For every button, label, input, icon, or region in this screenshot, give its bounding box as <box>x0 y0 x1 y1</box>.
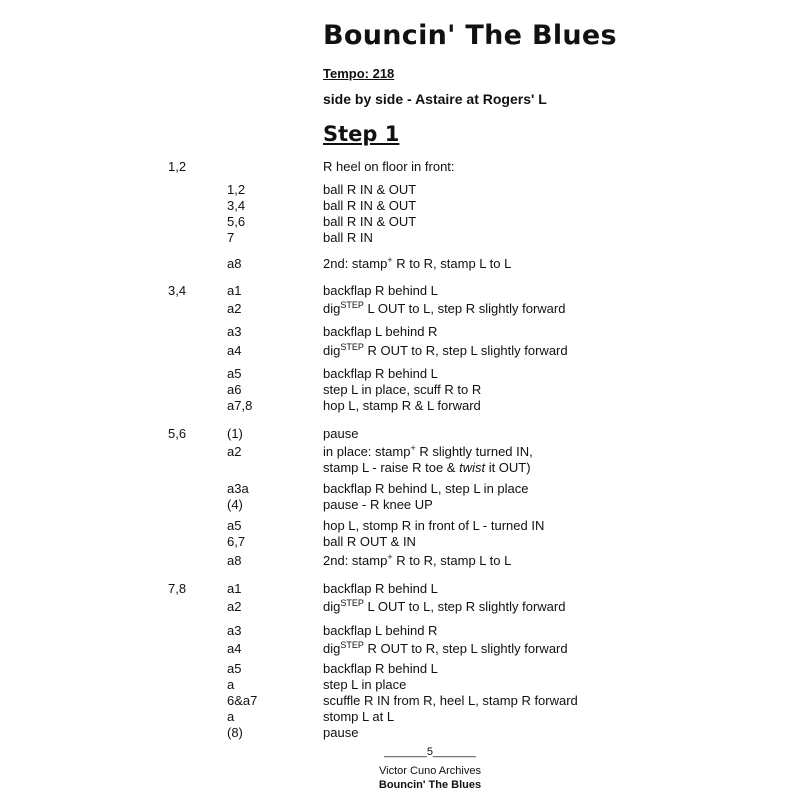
step-description: step L in place <box>323 677 407 692</box>
document-title: Bouncin' The Blues <box>323 20 617 51</box>
sub-count-label: a5 <box>227 661 242 676</box>
step-description: scuffle R IN from R, heel L, stamp R forward <box>323 693 578 708</box>
step-description: ball R IN & OUT <box>323 198 417 213</box>
archive-credit: Victor Cuno Archives <box>379 765 481 777</box>
step-description: backflap R behind L <box>323 581 438 596</box>
step-description: backflap R behind L, step L in place <box>323 481 529 496</box>
step-description: dig$^{STEP}$ L OUT to L, step R slightly forward <box>323 598 566 614</box>
sub-count-label: a7,8 <box>227 398 253 413</box>
step-description: backflap R behind L <box>323 283 438 298</box>
step-description: backflap L behind R <box>323 623 438 638</box>
step-description: hop L, stamp R & L forward <box>323 398 481 413</box>
superscript-mark: + <box>387 255 393 265</box>
sub-count-label: a3 <box>227 324 242 339</box>
superscript-mark: STEP <box>340 640 364 650</box>
superscript-mark: STEP <box>340 342 364 352</box>
page-number: _______5_______ <box>384 746 476 758</box>
position-description: side by side - Astaire at Rogers' L <box>323 91 547 107</box>
step-description: 2nd: stamp+ R to R, stamp L to L <box>323 255 512 271</box>
count-label: 3,4 <box>168 283 187 298</box>
sub-count-label: 6,7 <box>227 534 246 549</box>
sub-count-label: a6 <box>227 382 242 397</box>
sub-count-label: 7 <box>227 230 235 245</box>
step-description: dig$^{STEP}$ R OUT to R, step L slightly forward <box>323 342 568 358</box>
step-heading: Step 1 <box>323 122 400 146</box>
step-description: hop L, stomp R in front of L - turned IN <box>323 518 545 533</box>
step-description: 2nd: stamp+ R to R, stamp L to L <box>323 552 512 568</box>
superscript-mark: STEP <box>340 300 364 310</box>
superscript-mark: + <box>387 552 393 562</box>
sub-count-label: (8) <box>227 725 243 740</box>
sub-count-label: 6&a7 <box>227 693 258 708</box>
sub-count-label: 3,4 <box>227 198 246 213</box>
sub-count-label: a1 <box>227 283 242 298</box>
sub-count-label: a3 <box>227 623 242 638</box>
superscript-mark: + <box>410 443 416 453</box>
emphasis-text: twist <box>459 460 486 475</box>
step-description: ball R IN <box>323 230 373 245</box>
sub-count-label: 5,6 <box>227 214 246 229</box>
step-description: pause - R knee UP <box>323 497 433 512</box>
step-description: backflap L behind R <box>323 324 438 339</box>
step-description: in place: stamp+ R slightly turned IN, <box>323 443 533 459</box>
sub-count-label: a8 <box>227 256 242 271</box>
step-description: backflap R behind L <box>323 661 438 676</box>
sub-count-label: a1 <box>227 581 242 596</box>
count-label: 5,6 <box>168 426 187 441</box>
superscript-mark: STEP <box>340 598 364 608</box>
step-description: pause <box>323 426 359 441</box>
tempo-label: Tempo: 218 <box>323 66 395 81</box>
sub-count-label: a3a <box>227 481 249 496</box>
step-description: ball R IN & OUT <box>323 182 417 197</box>
sub-count-label: a <box>227 709 235 724</box>
sub-count-label: a4 <box>227 641 242 656</box>
count-label: 7,8 <box>168 581 187 596</box>
sub-count-label: a5 <box>227 518 242 533</box>
sub-count-label: a2 <box>227 301 242 316</box>
sub-count-label: a2 <box>227 599 242 614</box>
sub-count-label: a <box>227 677 235 692</box>
step-description: ball R OUT & IN <box>323 534 416 549</box>
count-label: 1,2 <box>168 159 187 174</box>
sub-count-label: a8 <box>227 553 242 568</box>
step-description: stomp L at L <box>323 709 395 724</box>
step-description: step L in place, scuff R to R <box>323 382 482 397</box>
step-description: dig$^{STEP}$ L OUT to L, step R slightly forward <box>323 300 566 316</box>
sub-count-label: 1,2 <box>227 182 246 197</box>
step-description: ball R IN & OUT <box>323 214 417 229</box>
step-description: pause <box>323 725 359 740</box>
step-description: R heel on floor in front: <box>323 159 455 174</box>
sub-count-label: a5 <box>227 366 242 381</box>
step-description: dig$^{STEP}$ R OUT to R, step L slightly forward <box>323 640 568 656</box>
sub-count-label: a4 <box>227 343 242 358</box>
sub-count-label: a2 <box>227 444 242 459</box>
step-description: stamp L - raise R toe & twist it OUT) <box>323 460 531 475</box>
sub-count-label: (1) <box>227 426 243 441</box>
step-description: backflap R behind L <box>323 366 438 381</box>
footer-title: Bouncin' The Blues <box>378 779 482 791</box>
sub-count-label: (4) <box>227 497 243 512</box>
